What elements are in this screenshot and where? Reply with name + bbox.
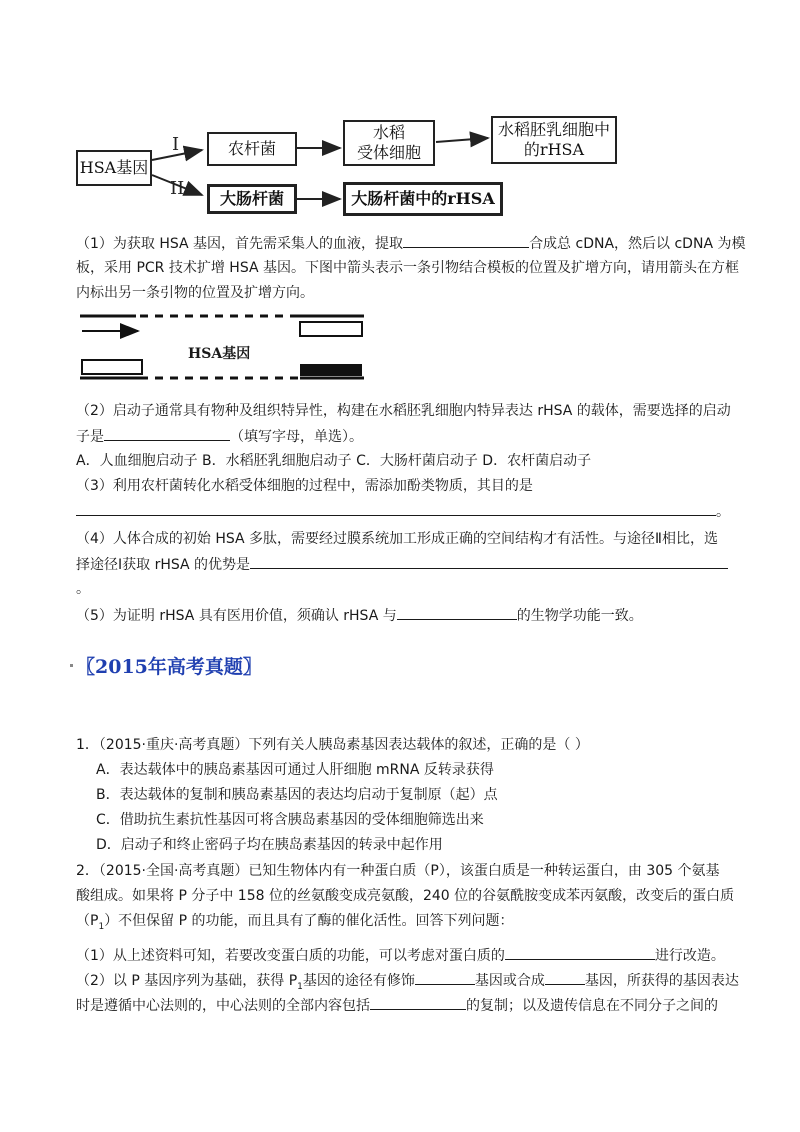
q1-text-b: 合成总 cDNA，然后以 cDNA 为模 — [529, 236, 746, 252]
pq2-line-3: $(P_1)$不但保留 P 的功能，而且具有了酶的催化活性。回答下列问题： — [76, 913, 514, 932]
primer-diagram — [76, 310, 376, 390]
q4-text: 择途径Ⅰ获取 rHSA 的优势是 — [76, 557, 251, 573]
pq2-line-1: 2．（2015·全国·高考真题）已知生物体内有一种蛋白质（P），该蛋白质是一种转运蛋白，由 305 个氨基 — [76, 863, 720, 879]
pq1-option-b[interactable]: B．表达载体的复制和胰岛素基因的表达均启动于复制原（起）点 — [96, 787, 498, 803]
pq2-blank-4[interactable] — [370, 994, 466, 1010]
answer-box-lower — [82, 360, 142, 374]
q4-line-3: 。 — [76, 581, 90, 597]
q5-text-a: （5）为证明 rHSA 具有医用价值，须确认 rHSA 与 — [76, 608, 397, 624]
route-1-label: I — [172, 134, 180, 155]
pq2-sub2: （2）以 P 基因序列为基础，获得 $P_1$基因的途径有修饰 基因或合成 基因，所获得的基因表达 — [76, 969, 726, 998]
hsa-gene-label: HSA基因 — [188, 346, 251, 362]
box-rice-endosperm-rhsa: 水稻胚乳细胞中 的rHSA — [491, 116, 617, 164]
section-title: 〖2015年高考真题〗 — [76, 656, 262, 678]
q1-blank[interactable] — [403, 232, 529, 248]
pq1-option-c[interactable]: C．借助抗生素抗性基因可将含胰岛素基因的受体细胞筛选出来 — [96, 812, 484, 828]
pq2-line-2: 酸组成。如果将 P 分子中 158 位的丝氨酸变成亮氨酸，240 位的谷氨酰胺变成苯丙氨酸，改变后的蛋白质 — [76, 888, 735, 904]
box-rice-recipient-cell: 水稻 受体细胞 — [343, 120, 435, 166]
q3-line-1: （3）利用农杆菌转化水稻受体细胞的过程中，需添加酚类物质，其目的是 — [76, 478, 533, 494]
route-2-label: II — [170, 178, 185, 199]
q3-line-2: 。 — [76, 500, 726, 523]
q5-line — [76, 604, 726, 627]
q3-blank[interactable] — [76, 500, 716, 516]
q5-blank[interactable] — [397, 604, 517, 620]
heading-dot — [70, 664, 73, 667]
q2-options: A．人血细胞启动子 B．水稻胚乳细胞启动子 C．大肠杆菌启动子 D．农杆菌启动子 — [76, 453, 592, 469]
q2-line-2 — [76, 425, 726, 448]
box-agrobacterium: 农杆菌 — [207, 132, 297, 166]
solid-block-lower — [300, 364, 362, 376]
arrow-rice-rhsa — [436, 138, 488, 142]
q2-blank[interactable] — [104, 425, 230, 441]
q4-line-2 — [76, 553, 726, 576]
box-ecoli-rhsa: 大肠杆菌中的rHSA — [343, 182, 503, 216]
q4-line-1: （4）人体合成的初始 HSA 多肽，需要经过膜系统加工形成正确的空间结构才有活性。与途径Ⅱ相比，选 — [76, 531, 718, 547]
q1-text-a: （1）为获取 HSA 基因，首先需采集人的血液，提取 — [76, 236, 404, 252]
pq2-sub1: （1）从上述资料可知，若要改变蛋白质的功能，可以考虑对蛋白质的 进行改造。 — [76, 944, 726, 967]
pq2-blank-1[interactable] — [505, 944, 655, 960]
q1-line-3: 内标出另一条引物的位置及扩增方向。 — [76, 285, 314, 301]
box-hsa-gene: HSA基因 — [76, 150, 152, 186]
q5-text-b: 的生物学功能一致。 — [516, 608, 643, 624]
pq1-stem: 1．（2015·重庆·高考真题）下列有关人胰岛素基因表达载体的叙述，正确的是（ ） — [76, 737, 589, 753]
q1-line-1 — [76, 232, 746, 255]
box-ecoli: 大肠杆菌 — [207, 184, 297, 214]
q1-line-2: 板，采用 PCR 技术扩增 HSA 基因。下图中箭头表示一条引物结合模板的位置及扩增方向，请用箭头在方框 — [76, 260, 739, 276]
answer-box-upper — [300, 322, 362, 336]
pq2-blank-3[interactable] — [545, 969, 585, 985]
q4-blank[interactable] — [250, 553, 728, 569]
pq2-blank-2[interactable] — [415, 969, 475, 985]
q2-text-b: （填写字母，单选）。 — [230, 429, 363, 445]
pq1-option-d[interactable]: D．启动子和终止密码子均在胰岛素基因的转录中起作用 — [96, 837, 443, 853]
pq2-sub3: 时是遵循中心法则的，中心法则的全部内容包括 的复制；以及遗传信息在不同分子之间的 — [76, 994, 726, 1017]
q2-text-a: 子是 — [76, 429, 104, 445]
pq1-option-a[interactable]: A．表达载体中的胰岛素基因可通过人肝细胞 mRNA 反转录获得 — [96, 762, 494, 778]
q2-line-1: （2）启动子通常具有物种及组织特异性，构建在水稻胚乳细胞内特异表达 rHSA 的载体，需要选择的启动 — [76, 403, 731, 419]
flow-diagram — [0, 0, 800, 230]
